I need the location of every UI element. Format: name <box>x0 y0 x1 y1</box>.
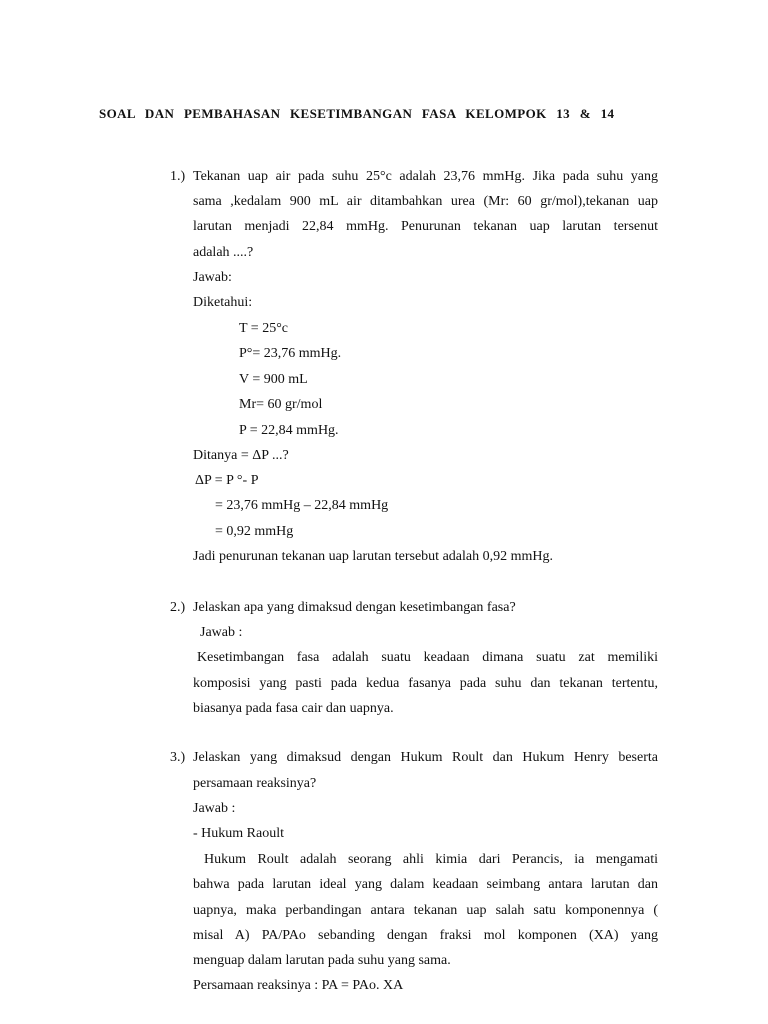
question-1-line-4: adalah ....? <box>193 245 254 260</box>
answer-2-line-2: komposisi yang pasti pada kedua fasanya pada suhu dan tekanan tertentu, <box>193 676 658 691</box>
question-1-line-2: sama ,kedalam 900 mL air ditambahkan urea (Mr: 60 gr/mol),tekanan uap <box>193 194 658 209</box>
answer-1-label: Jawab: <box>193 270 232 285</box>
answer-3-line-3: uapnya, maka perbandingan antara tekanan uap salah satu komponennya ( <box>193 903 658 918</box>
calculation-line: = 23,76 mmHg – 22,84 mmHg <box>215 498 389 513</box>
known-volume: V = 900 mL <box>239 372 308 387</box>
known-pure-pressure: P°= 23,76 mmHg. <box>239 346 342 361</box>
question-1-line-1: Tekanan uap air pada suhu 25°c adalah 23,76 mmHg. Jika pada suhu yang <box>193 169 658 184</box>
answer-3-label: Jawab : <box>193 801 236 816</box>
result-line: = 0,92 mmHg <box>215 524 294 539</box>
question-1-number: 1.) <box>170 169 186 184</box>
answer-2-line-3: biasanya pada fasa cair dan uapnya. <box>193 701 394 716</box>
answer-3-line-5: menguap dalam larutan pada suhu yang sama. <box>193 953 451 968</box>
raoult-equation: Persamaan reaksinya : PA = PAo. XA <box>193 978 404 993</box>
known-label: Diketahui: <box>193 295 253 310</box>
question-3-number: 3.) <box>170 750 186 765</box>
known-temperature: T = 25°c <box>239 321 289 336</box>
known-molar-mass: Mr= 60 gr/mol <box>239 397 323 412</box>
question-3-line-2: persamaan reaksinya? <box>193 776 317 791</box>
question-1-line-3: larutan menjadi 22,84 mmHg. Penurunan tekanan uap larutan tersenut <box>193 219 658 234</box>
answer-3-line-4: misal A) PA/PAo sebanding dengan fraksi mol komponen (XA) yang <box>193 928 658 943</box>
conclusion-line: Jadi penurunan tekanan uap larutan tersebut adalah 0,92 mmHg. <box>193 549 553 564</box>
question-2-number: 2.) <box>170 600 186 615</box>
answer-2-label: Jawab : <box>200 625 243 640</box>
known-solution-pressure: P = 22,84 mmHg. <box>239 423 339 438</box>
question-3-line-1: Jelaskan yang dimaksud dengan Hukum Roult dan Hukum Henry beserta <box>193 750 658 765</box>
answer-3-line-1: Hukum Roult adalah seorang ahli kimia dari Perancis, ia mengamati <box>204 852 658 867</box>
formula-line: ΔP = P °- P <box>195 473 259 488</box>
asked-label: Ditanya = ΔP ...? <box>193 448 289 463</box>
document-title: SOAL DAN PEMBAHASAN KESETIMBANGAN FASA KELOMPOK 13 & 14 <box>99 106 615 121</box>
raoult-heading: - Hukum Raoult <box>193 826 284 841</box>
answer-2-line-1: Kesetimbangan fasa adalah suatu keadaan dimana suatu zat memiliki <box>197 650 658 665</box>
answer-3-line-2: bahwa pada larutan ideal yang dalam keadaan seimbang antara larutan dan <box>193 877 658 892</box>
question-2-text: Jelaskan apa yang dimaksud dengan kesetimbangan fasa? <box>193 600 516 615</box>
